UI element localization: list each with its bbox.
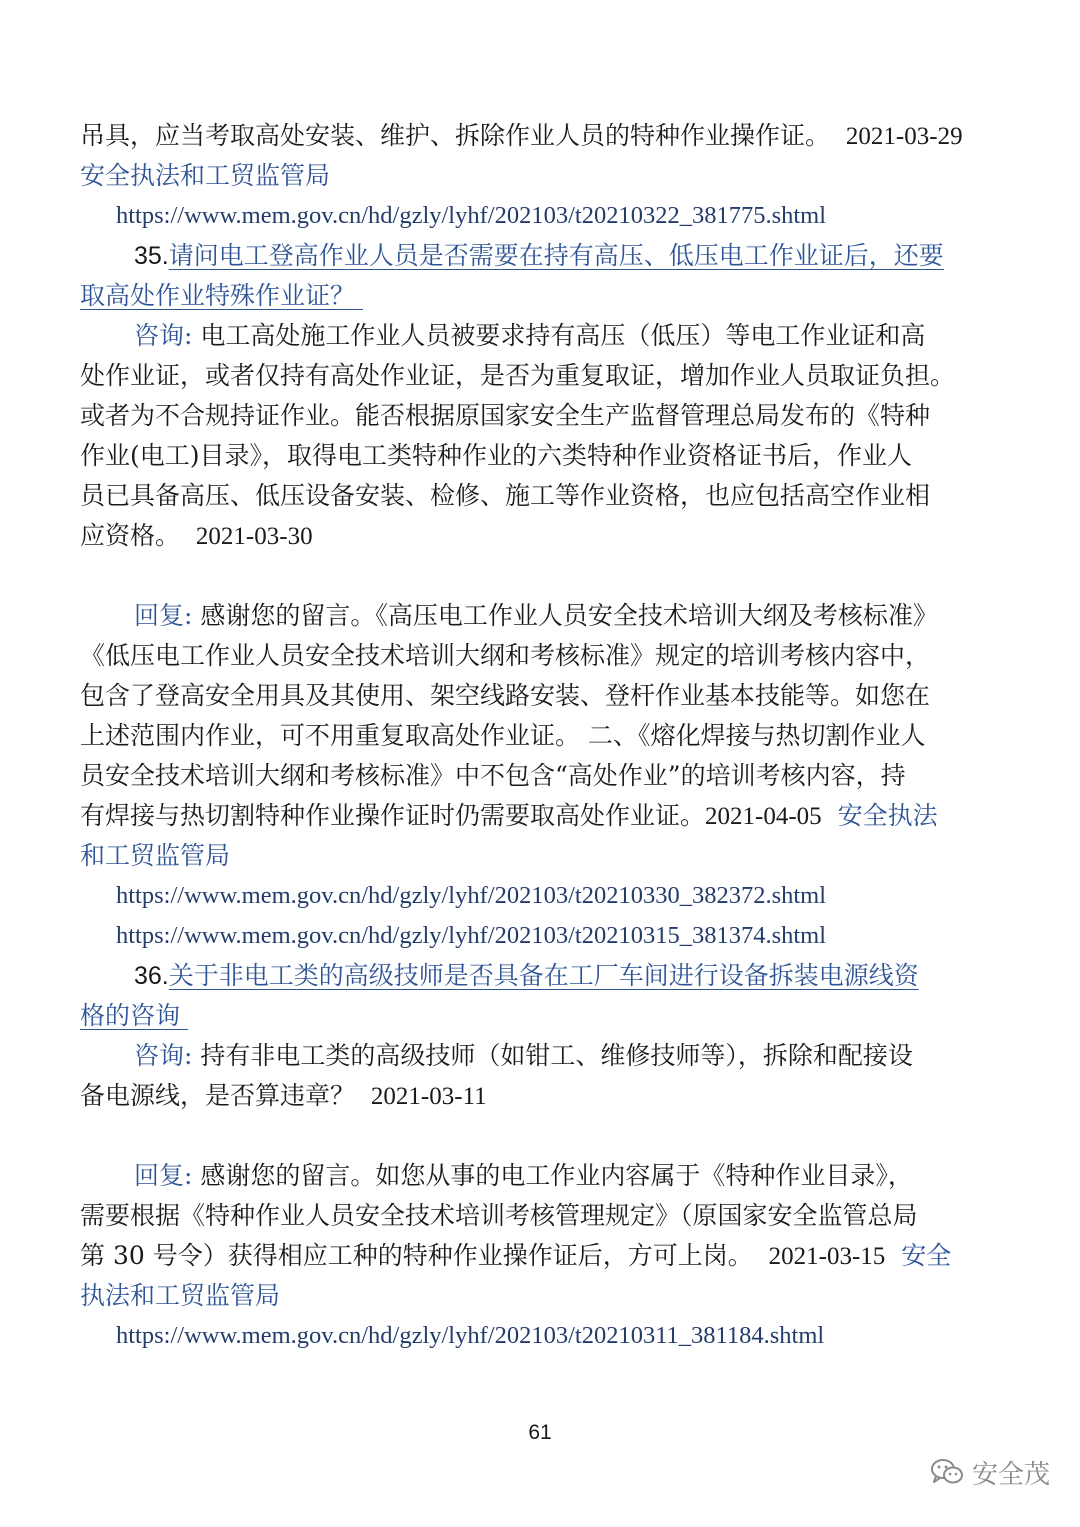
reply-line: 第 30 号令）获得相应工种的特种作业操作证后，方可上岗。 2021-03-15 安全 [80,1241,952,1270]
date: 2021-03-15 [768,1243,886,1270]
ask-line: 作业(电工)目录》，取得电工类特种作业的六类特种作业资格证书后，作业人 [80,441,913,470]
question-title-36-cont[interactable] [80,996,1004,1036]
question-title-35-cont[interactable] [80,276,1004,316]
date: 2021-04-05 [705,803,822,830]
reply-line: 回复: 感谢您的留言。《高压电工作业人员安全技术培训大纲及考核标准》 [134,601,938,630]
ask-line: 备电源线，是否算违章？ 2021-03-11 [80,1081,487,1110]
question-link[interactable]: 请问电工登高作业人员是否需要在持有高压、低压电工作业证后，还要 [168,241,944,270]
ask-label: 咨询: [134,321,193,350]
ask-line: 或者为不合规持证作业。能否根据原国家安全生产监督管理总局发布的《特种 [80,401,931,430]
ask-line: 咨询: 电工高处施工作业人员被要求持有高压（低压）等电工作业证和高 [134,321,926,350]
source-link[interactable]: https://www.mem.gov.cn/hd/gzly/lyhf/202103/t20210311_381184.shtml [116,1322,825,1349]
source-link[interactable]: https://www.mem.gov.cn/hd/gzly/lyhf/202103/t20210322_381775.shtml [116,202,827,229]
department-name: 安全 [901,1241,952,1270]
question-number: 35. [134,242,169,270]
reply-line: 《低压电工作业人员安全技术培训大纲和考核标准》规定的培训考核内容中， [80,641,931,670]
department-name: 执法和工贸监管局 [80,1281,281,1310]
ask-line: 咨询: 持有非电工类的高级技师（如钳工、维修技师等），拆除和配接设 [134,1041,913,1070]
question-number: 36. [134,962,169,990]
source-link[interactable]: https://www.mem.gov.cn/hd/gzly/lyhf/202103/t20210330_382372.shtml [116,882,827,909]
ask-label: 咨询: [134,1041,193,1070]
department-name: 安全执法和工贸监管局 [80,161,331,190]
question-title-36[interactable] [134,956,1004,996]
date: 2021-03-29 [845,123,963,150]
department-name: 安全执法 [837,801,938,830]
department-name: 和工贸监管局 [80,841,231,870]
text-line: 吊具，应当考取高处安装、维护、拆除作业人员的特种作业操作证。 2021-03-29 [80,121,963,150]
question-link[interactable]: 格的咨询 [80,1001,181,1030]
reply-line: 需要根据《特种作业人员安全技术培训考核管理规定》（原国家安全监管总局 [80,1201,918,1230]
reply-line: 上述范围内作业，可不用重复取高处作业证。 二、《熔化焊接与热切割作业人 [80,721,926,750]
reply-line: 有焊接与热切割特种作业操作证时仍需要取高处作业证。2021-04-05 安全执法 [80,801,938,830]
reply-line: 回复: 感谢您的留言。如您从事的电工作业内容属于《特种作业目录》， [134,1161,913,1190]
date: 2021-03-11 [370,1083,487,1110]
page-number: 61 [528,1421,552,1444]
watermark [930,1452,1050,1492]
reply-label: 回复: [134,601,193,630]
reply-line: 包含了登高安全用具及其使用、架空线路安装、登杆作业基本技能等。如您在 [80,681,931,710]
reply-line: 员安全技术培训大纲和考核标准》中不包含“高处作业”的培训考核内容，持 [80,761,906,790]
question-title-35[interactable] [134,236,1004,276]
source-link[interactable]: https://www.mem.gov.cn/hd/gzly/lyhf/202103/t20210315_381374.shtml [116,922,827,949]
ask-line: 员已具备高压、低压设备安装、检修、施工等作业资格，也应包括高空作业相 [80,481,931,510]
wechat-icon [930,1457,964,1487]
ask-line: 应资格。 2021-03-30 [80,521,313,550]
ask-line: 处作业证，或者仅持有高处作业证，是否为重复取证，增加作业人员取证负担。 [80,361,956,390]
question-link[interactable]: 关于非电工类的高级技师是否具备在工厂车间进行设备拆装电源线资 [168,961,919,990]
watermark-text: 安全茂 [972,1459,1051,1490]
reply-label: 回复: [134,1161,193,1190]
date: 2021-03-30 [195,523,313,550]
question-link[interactable]: 取高处作业特殊作业证？ [80,281,356,310]
